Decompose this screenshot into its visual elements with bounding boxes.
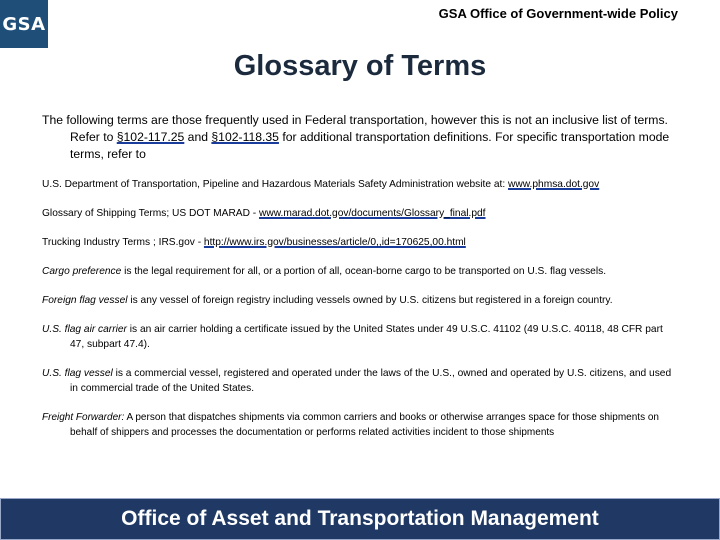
term-definition: A person that dispatches shipments via common carriers and books or otherwise arranges space for those shipments on behalf of shippers and processes the documentation or performs related activities incident to those shipments <box>70 412 659 438</box>
term-name: Freight Forwarder: <box>42 412 125 423</box>
reference-text: Glossary of Shipping Terms; US DOT MARAD - <box>42 208 260 219</box>
reference-text: U.S. Department of Transportation, Pipeline and Hazardous Materials Safety Administration website at: <box>42 179 509 190</box>
gsa-logo-text: GSA <box>2 13 46 35</box>
footer-banner <box>0 498 720 540</box>
intro-text-1: The following terms are those frequently used in Federal transportation, however this is not an inclusive list of terms. Refer to <box>42 113 668 144</box>
term-freight-forwarder <box>42 410 676 440</box>
term-cargo-preference <box>42 264 676 279</box>
term-name: Cargo preference <box>42 266 122 277</box>
term-definition: is any vessel of foreign registry including vessels owned by U.S. citizens but registered in a foreign country. <box>127 295 613 306</box>
intro-paragraph <box>42 112 676 163</box>
term-name: U.S. flag air carrier <box>42 324 127 335</box>
reference-marad <box>42 206 676 221</box>
link-marad[interactable]: www.marad.dot.gov/documents/Glossary_final.pdf <box>259 208 486 219</box>
reference-text: Trucking Industry Terms ; IRS.gov - <box>42 237 204 248</box>
intro-text-2: and <box>184 130 212 144</box>
term-name: Foreign flag vessel <box>42 295 128 306</box>
office-header: GSA Office of Government-wide Policy <box>438 6 678 21</box>
link-102-118-35[interactable]: §102-118.35 <box>211 130 279 144</box>
link-irs[interactable]: http://www.irs.gov/businesses/article/0,,id=170625,00.html <box>203 237 466 248</box>
reference-irs <box>42 235 676 250</box>
intro-text-3: for additional transportation definitions. For specific transportation mode terms, refer to <box>70 130 670 161</box>
gsa-logo <box>0 0 48 48</box>
page-title: Glossary of Terms <box>233 50 487 82</box>
footer-text: Office of Asset and Transportation Management <box>121 507 599 530</box>
link-102-117-25[interactable]: §102-117.25 <box>116 130 185 144</box>
glossary-content <box>42 112 676 454</box>
reference-phmsa <box>42 177 676 192</box>
term-definition: is a commercial vessel, registered and operated under the laws of the U.S., owned and operated by U.S. citizens, and used in commercial trade of the United States. <box>70 368 672 394</box>
term-name: U.S. flag vessel <box>42 368 113 379</box>
link-phmsa[interactable]: www.phmsa.dot.gov <box>508 179 600 190</box>
term-us-flag-vessel <box>42 366 676 396</box>
term-definition: is an air carrier holding a certificate issued by the United States under 49 U.S.C. 41102 (49 U.S.C. 40118, 48 CFR part 47, subpart 47.4). <box>70 324 663 350</box>
term-foreign-flag-vessel <box>42 293 676 308</box>
term-definition: is the legal requirement for all, or a portion of all, ocean-borne cargo to be transported on U.S. flag vessels. <box>121 266 607 277</box>
term-us-flag-air-carrier <box>42 322 676 352</box>
